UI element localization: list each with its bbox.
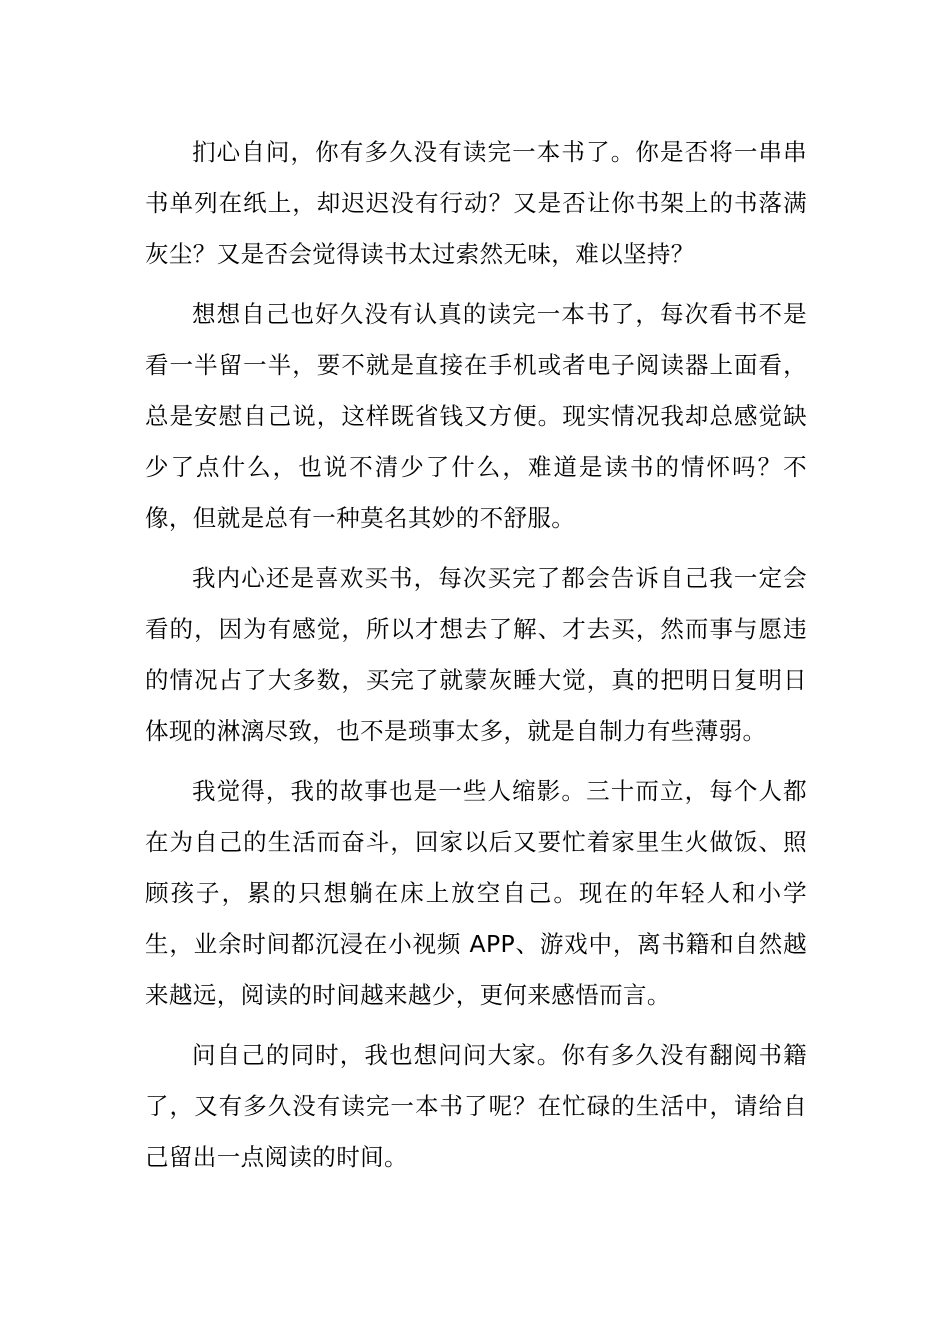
paragraph-4: 我觉得，我的故事也是一些人缩影。三十而立，每个人都在为自己的生活而奋斗，回家以后又要忙着家里生火做饭、照顾孩子，累的只想躺在床上放空自己。现在的年轻人和小学生，业余时间都沉浸在小视频 APP、游戏中，离书籍和自然越来越远，阅读的时间越来越少，更何来感悟而言。 (145, 777, 807, 1009)
document-body (145, 127, 807, 1192)
paragraph-1: 扪心自问，你有多久没有读完一本书了。你是否将一串串书单列在纸上，却迟迟没有行动？又是否让你书架上的书落满灰尘？又是否会觉得读书太过索然无味，难以坚持？ (145, 138, 807, 268)
paragraph-2: 想想自己也好久没有认真的读完一本书了，每次看书不是看一半留一半，要不就是直接在手机或者电子阅读器上面看，总是安慰自己说，这样既省钱又方便。现实情况我却总感觉缺少了点什么，也说不清少了什么，难道是读书的情怀吗？不像，但就是总有一种莫名其妙的不舒服。 (145, 300, 807, 532)
paragraph-3: 我内心还是喜欢买书，每次买完了都会告诉自己我一定会看的，因为有感觉，所以才想去了解、才去买，然而事与愿违的情况占了大多数，买完了就蒙灰睡大觉，真的把明日复明日体现的淋漓尽致，也不是琐事太多，就是自制力有些薄弱。 (145, 564, 807, 745)
paragraph-5: 问自己的同时，我也想问问大家。你有多久没有翻阅书籍了，又有多久没有读完一本书了呢？在忙碌的生活中，请给自己留出一点阅读的时间。 (145, 1041, 807, 1171)
